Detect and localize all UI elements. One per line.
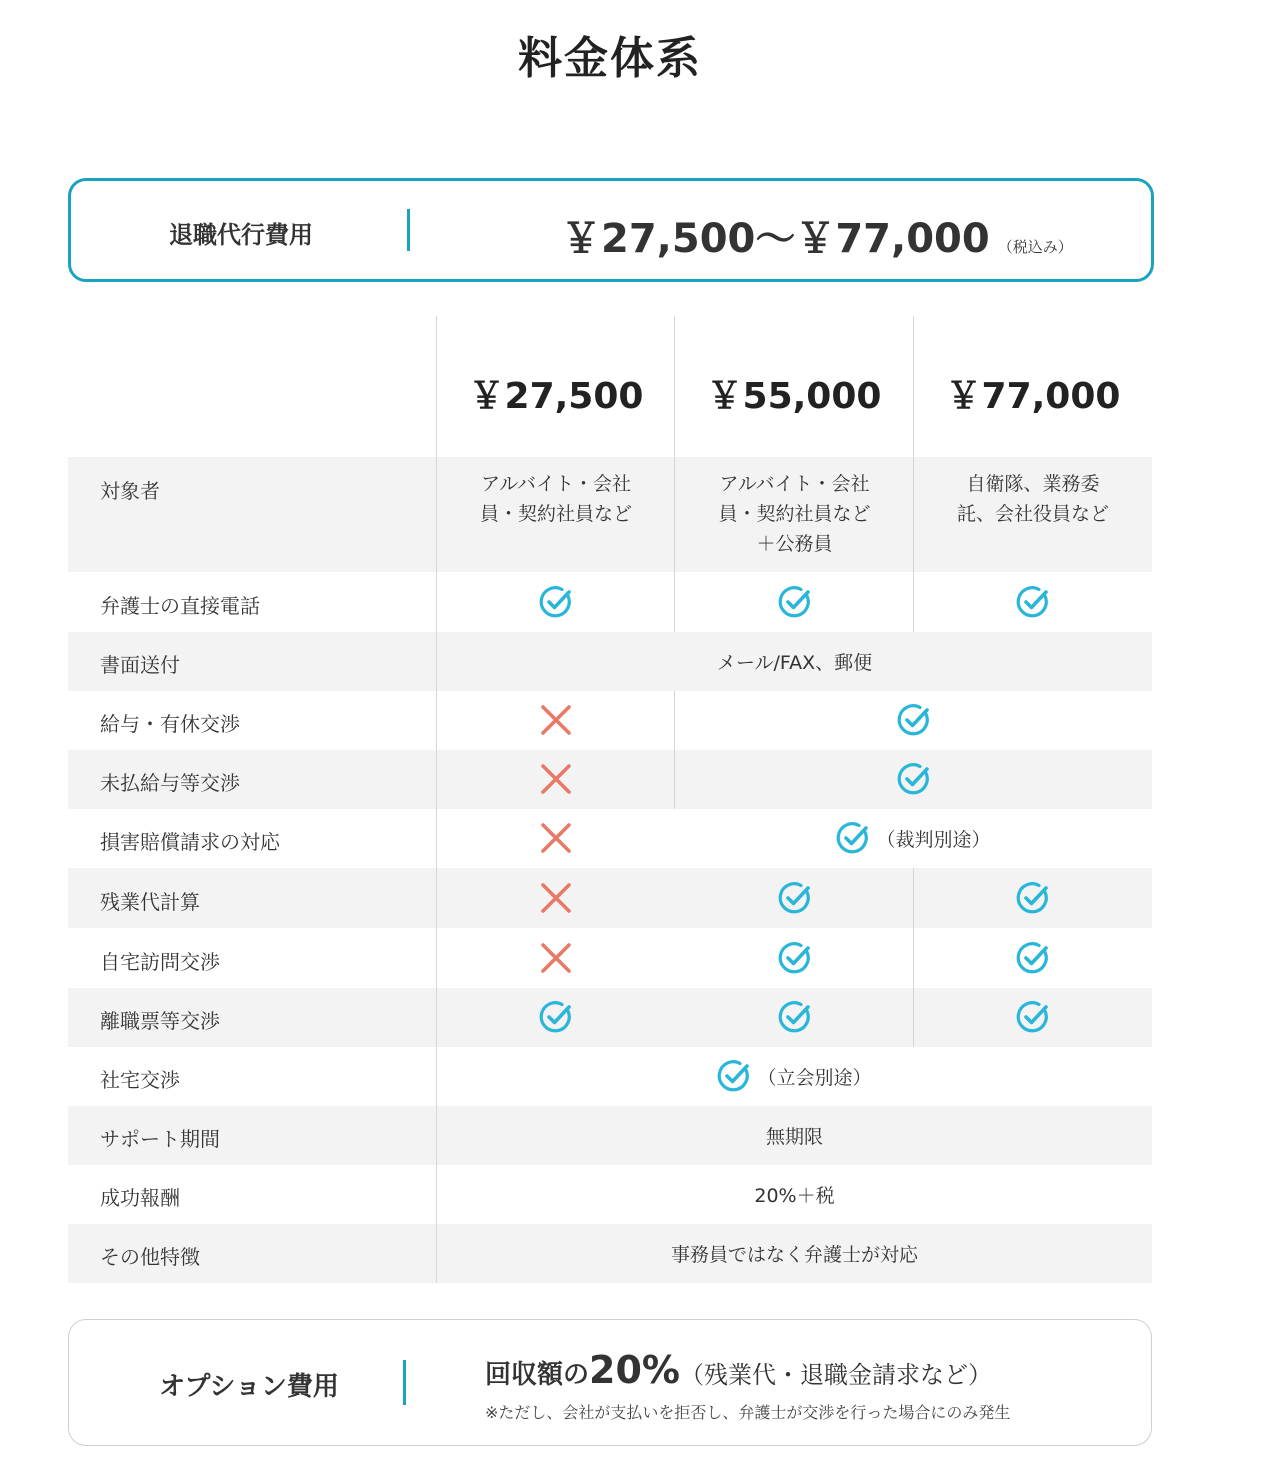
check-icon [675, 762, 1152, 796]
option-note: ※ただし、会社が支払いを拒否し、弁護士が交渉を行った場合にのみ発生 [485, 1403, 1011, 1422]
table-row-housing [68, 1047, 1152, 1106]
target-line: アルバイト・会社 [481, 473, 631, 495]
divider [407, 209, 410, 251]
option-suffix: （残業代・退職金請求など） [679, 1361, 992, 1389]
tax-note: （税込み） [997, 238, 1073, 256]
option-percent: 20% [589, 1348, 680, 1392]
check-icon [437, 585, 675, 619]
option-fee-label: オプション費用 [159, 1372, 339, 1402]
check-icon [914, 585, 1152, 619]
check-icon [437, 1000, 675, 1034]
column-divider [674, 691, 675, 809]
row-label: 社宅交渉 [100, 1068, 180, 1092]
table-row-salary [68, 691, 1152, 750]
column-divider [913, 868, 914, 1047]
row-label: 弁護士の直接電話 [100, 594, 260, 618]
table-row-separation [68, 988, 1152, 1047]
target-line: 員・契約社員など [479, 503, 632, 525]
cross-icon [437, 881, 675, 915]
row-label: 残業代計算 [100, 890, 200, 914]
check-icon [717, 1059, 751, 1093]
damages-note: （裁判別途） [876, 828, 991, 851]
check-icon [675, 703, 1152, 737]
row-label: 未払給与等交渉 [100, 771, 240, 795]
check-icon [675, 585, 914, 619]
plan-1-target [437, 469, 675, 529]
check-icon [675, 881, 914, 915]
target-line: アルバイト・会社 [719, 473, 870, 495]
column-divider [436, 316, 437, 1283]
check-icon [914, 941, 1152, 975]
row-label: その他特徴 [100, 1245, 200, 1269]
table-row-document [68, 632, 1152, 691]
row-label: 損害賠償請求の対応 [100, 830, 280, 854]
price-summary-label: 退職代行費用 [169, 221, 313, 249]
table-row-success-fee [68, 1165, 1152, 1224]
price-summary-box [68, 178, 1154, 282]
check-icon [836, 821, 870, 855]
check-with-note [675, 821, 1152, 855]
row-label: 書面送付 [100, 653, 180, 677]
option-prefix: 回収額の [485, 1360, 590, 1390]
target-line: ＋公務員 [756, 533, 833, 555]
target-line: 託、会社役員など [956, 503, 1109, 525]
option-fee-box [68, 1319, 1152, 1446]
plan-2-target [675, 469, 914, 559]
divider [403, 1360, 406, 1405]
plan-price-1: ￥27,500 [468, 376, 644, 417]
cross-icon [437, 941, 675, 975]
cross-icon [437, 821, 675, 855]
check-icon [675, 1000, 914, 1034]
table-row-damages [68, 809, 1152, 868]
table-row-unpaid [68, 750, 1152, 809]
other-value: 事務員ではなく弁護士が対応 [670, 1244, 918, 1266]
row-label: 自宅訪問交渉 [100, 950, 220, 974]
table-row-home-visit [68, 928, 1152, 988]
row-label: 離職票等交渉 [100, 1009, 220, 1033]
housing-note: （立会別途） [757, 1066, 872, 1089]
row-label: 給与・有休交渉 [100, 712, 240, 736]
page-title: 料金体系 [518, 33, 702, 84]
column-divider [674, 316, 675, 632]
column-divider [913, 316, 914, 632]
plan-price-2: ￥55,000 [706, 376, 882, 417]
table-row-other [68, 1224, 1152, 1283]
check-icon [914, 881, 1152, 915]
cross-icon [437, 762, 675, 796]
plan-price-3: ￥77,000 [945, 376, 1121, 417]
row-label: 成功報酬 [100, 1186, 180, 1210]
support-value: 無期限 [765, 1126, 823, 1148]
price-range [561, 207, 1073, 264]
row-label: 対象者 [100, 479, 160, 503]
table-row-support [68, 1106, 1152, 1165]
target-line: 自衛隊、業務委 [966, 473, 1100, 495]
table-row-target [68, 457, 1152, 572]
row-label: サポート期間 [100, 1127, 220, 1151]
table-row-phone [68, 572, 1152, 632]
target-line: 員・契約社員など [718, 503, 871, 525]
plan-3-target [914, 469, 1152, 529]
cross-icon [437, 703, 675, 737]
check-icon [675, 941, 914, 975]
document-value: メール/FAX、郵便 [716, 652, 873, 674]
table-row-overtime [68, 868, 1152, 928]
check-with-note [437, 1059, 1152, 1093]
option-fee-main [485, 1348, 992, 1392]
check-icon [914, 1000, 1152, 1034]
success-fee-value: 20%＋税 [754, 1185, 835, 1207]
price-range-value: ￥27,500〜￥77,000 [561, 216, 990, 262]
